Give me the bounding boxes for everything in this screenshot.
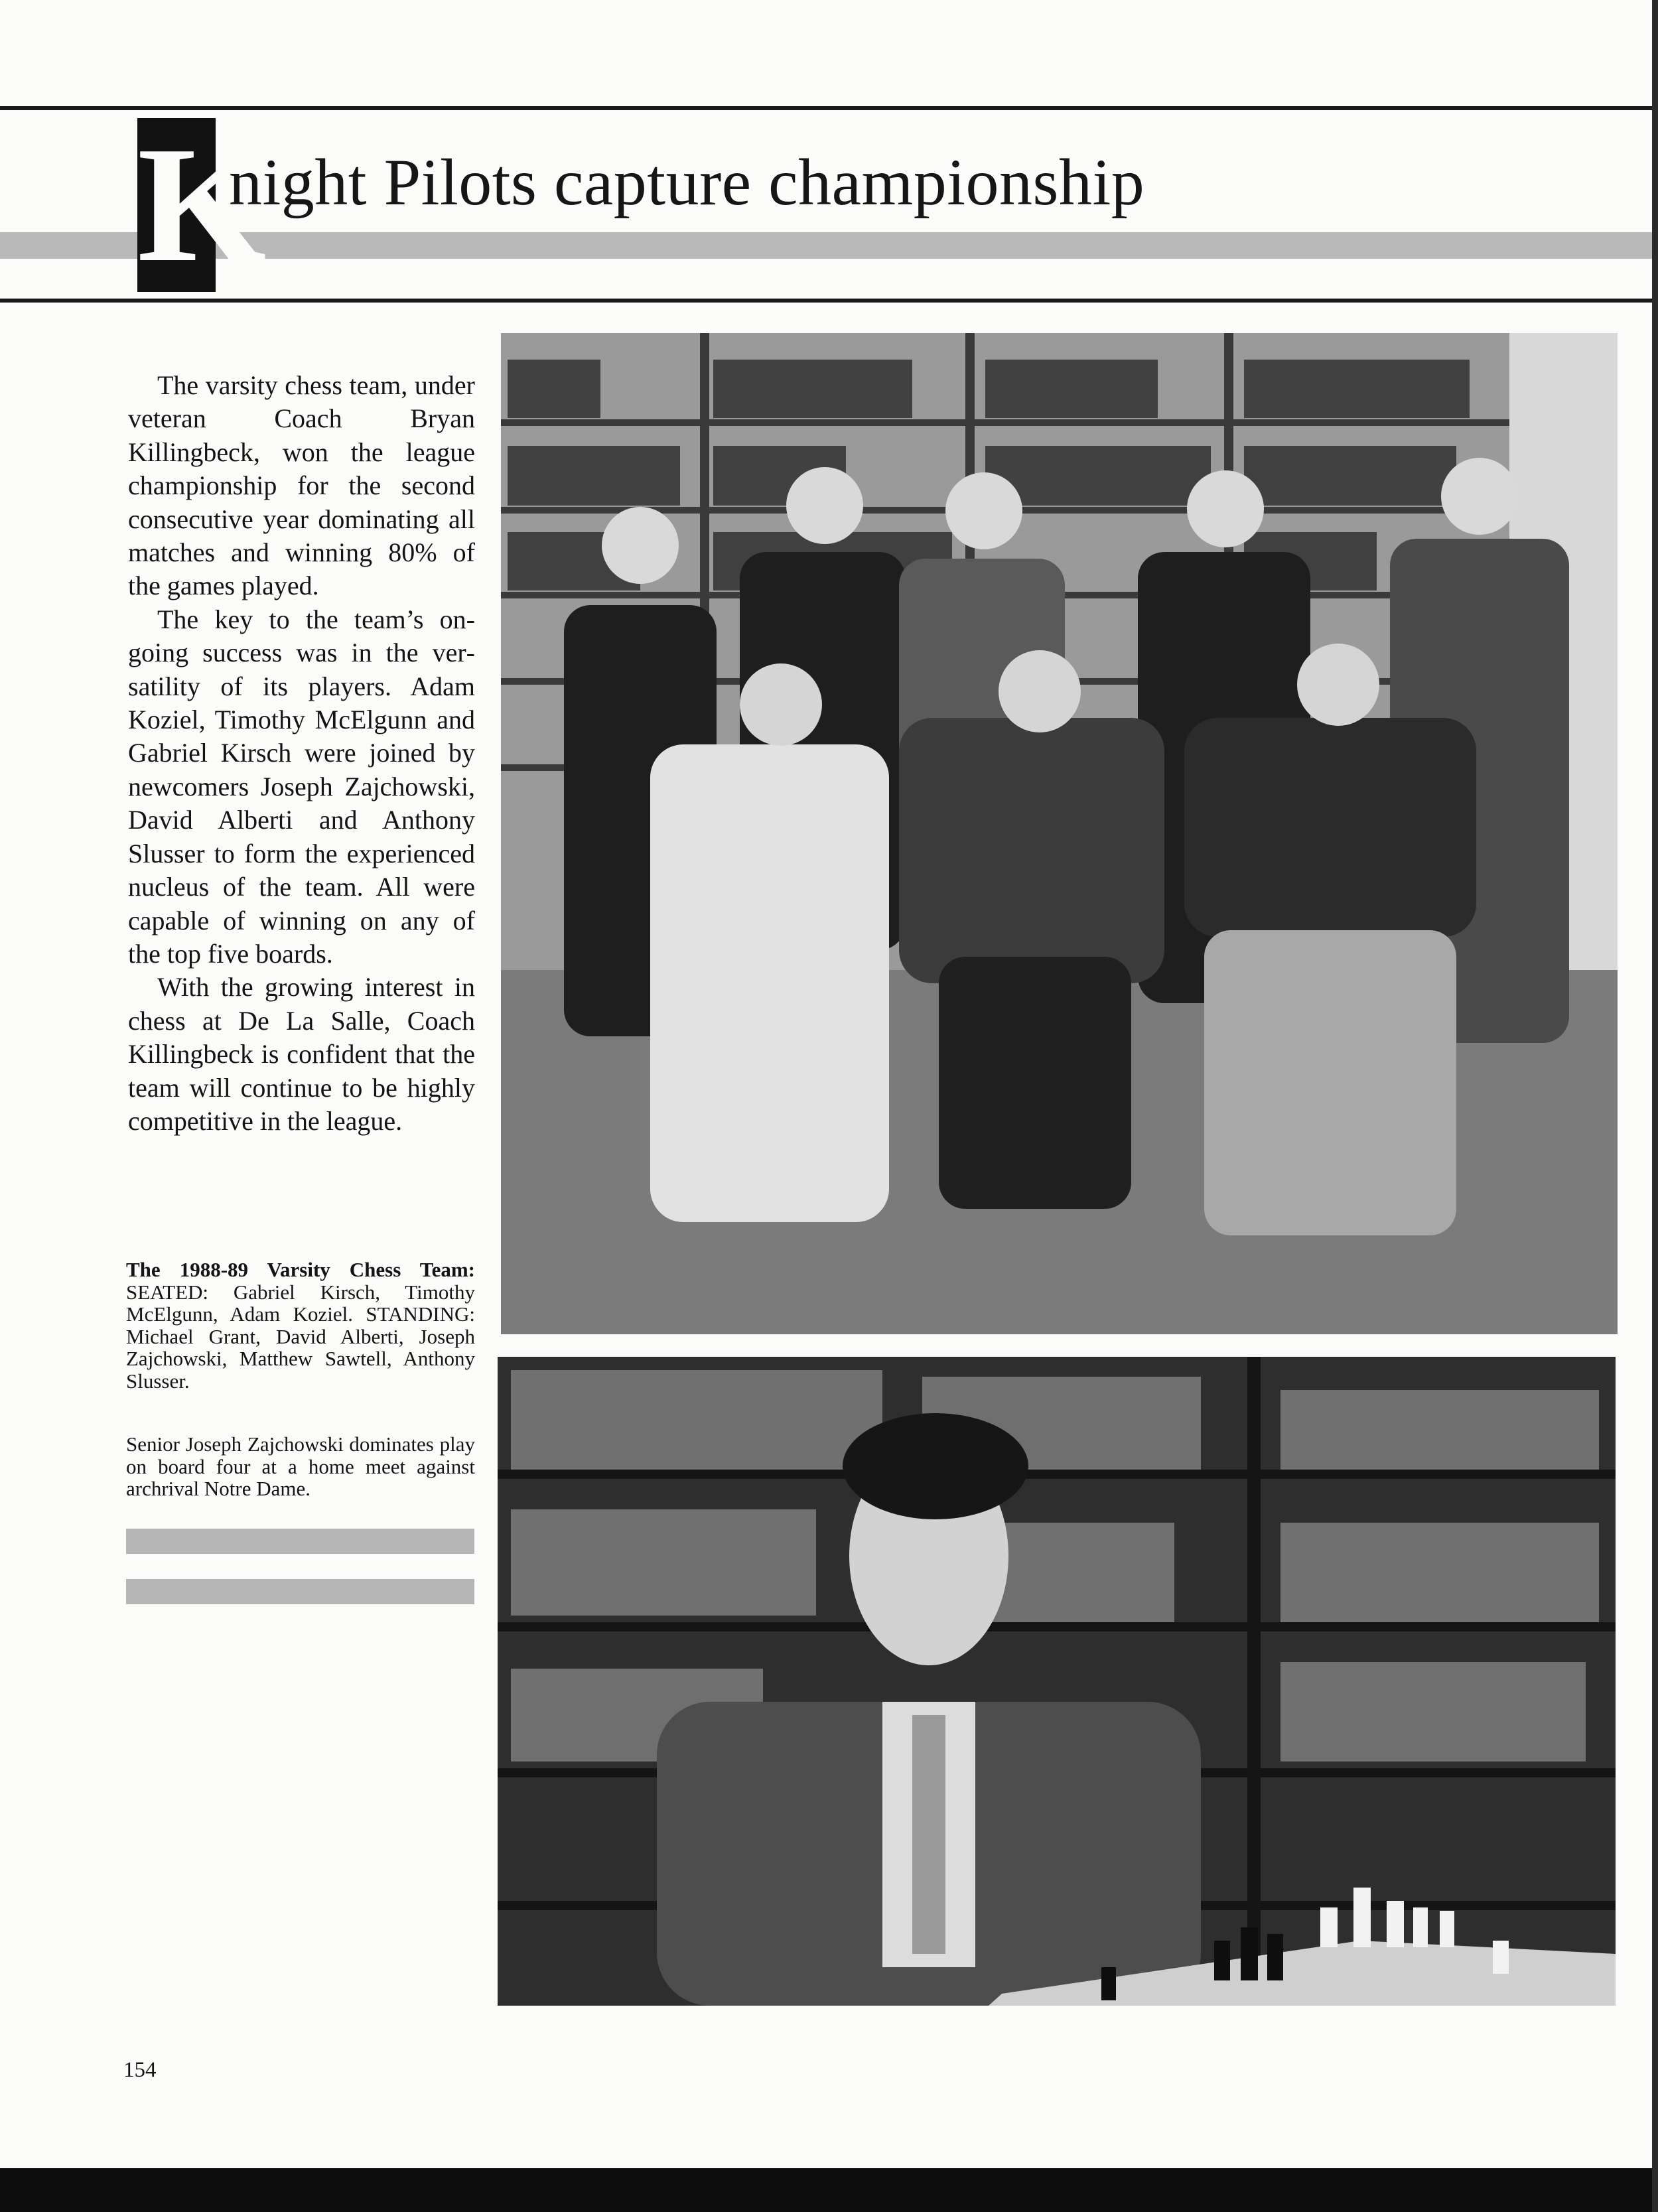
article-body	[128, 369, 475, 1138]
team-photo	[501, 333, 1618, 1334]
team-caption-title: The 1988-89 Varsity Chess Team:	[126, 1258, 475, 1281]
decorative-bar	[126, 1579, 474, 1604]
page-right-edge	[1652, 0, 1658, 2212]
page-bottom-band	[0, 2168, 1658, 2212]
article-paragraph: The varsity chess team, under veteran Coach Bryan Killingbeck, won the league championship for the second consecutive year dominating all matches and winning 80% of the games played.	[128, 370, 475, 601]
player-photo-caption: Senior Joseph Zajchowski dominates play on board four at a home meet against archrival Notre Dame.	[126, 1432, 475, 1500]
team-photo-image	[501, 333, 1618, 1334]
drop-cap-letter: K	[137, 113, 267, 297]
header-bottom-rule	[0, 299, 1658, 303]
chess-player-photo	[498, 1357, 1616, 2006]
top-rule	[0, 106, 1658, 110]
page-number: 154	[123, 2058, 157, 2082]
page-title: night Pilots capture championship	[229, 145, 1145, 219]
decorative-bar	[126, 1529, 474, 1554]
article-paragraph: With the growing interest in chess at De La Salle, Coach Killingbeck is confident that the team will continue to be highly competitive in the league.	[128, 972, 475, 1136]
team-photo-caption	[126, 1259, 475, 1392]
team-caption-names: SEATED: Gabriel Kirsch, Timothy McElgunn, Adam Koziel. STANDING: Michael Grant, David Alberti, Joseph Zajchowski, Matthew Sawtell, Anthony Slusser.	[126, 1280, 475, 1393]
article-paragraph: The key to the team’s ongoing success was in the versatility of its players. Adam Koziel, Timothy McElgunn and Gabriel Kirsch were joined by newcomers Joseph Zajchowski, David Alberti and Anthony Slusser to form the experienced nucleus of the team. All were capable of winning on any of the top five boards.	[128, 604, 475, 969]
chess-player-photo-image	[498, 1357, 1616, 2006]
